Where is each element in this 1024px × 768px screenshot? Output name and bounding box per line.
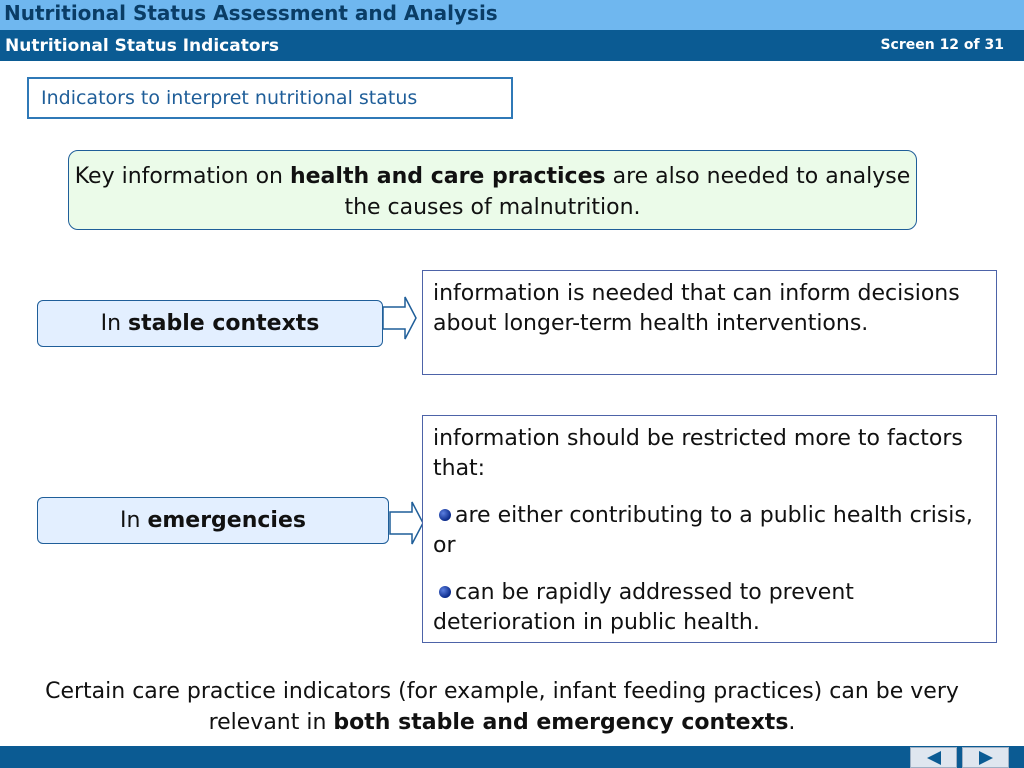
course-title: Nutritional Status Assessment and Analysis (4, 1, 498, 25)
footer-bold: both stable and emergency contexts (333, 710, 789, 735)
bullet-text: can be rapidly addressed to prevent deterioration in public health. (433, 580, 854, 635)
list-item (433, 578, 986, 638)
footer-text: Certain care practice indicators (for example, infant feeding practices) can be very relevant in (45, 679, 959, 735)
bullet-text: are either contributing to a public health crisis, or (433, 503, 973, 558)
bullet-icon (439, 586, 451, 598)
footer-text-end: . (788, 710, 796, 735)
course-header-bar (0, 0, 1024, 30)
stable-prefix: In (100, 311, 129, 336)
previous-screen-button[interactable] (910, 747, 957, 768)
section-label: Indicators to interpret nutritional status (27, 77, 513, 119)
stable-label: stable contexts (128, 311, 320, 336)
key-info-bold: health and care practices (289, 164, 606, 189)
triangle-right-icon (977, 750, 995, 766)
bottom-bar (0, 746, 1024, 768)
footer-note (0, 676, 1004, 738)
stable-info-box (422, 270, 997, 375)
module-title: Nutritional Status Indicators (5, 36, 280, 56)
stable-info-text: information is needed that can inform decisions about longer-term health interventions. (433, 281, 960, 336)
emergencies-intro: information should be restricted more to factors that: (433, 426, 963, 481)
emergencies-info-box (422, 415, 997, 643)
stable-contexts-box (37, 300, 383, 347)
emergencies-label: emergencies (147, 508, 306, 533)
emergencies-box (37, 497, 389, 544)
arrow-right-icon (382, 295, 418, 341)
key-info-text: Key information on (74, 164, 290, 189)
triangle-left-icon (925, 750, 943, 766)
emergencies-prefix: In (120, 508, 148, 533)
screen-counter: Screen 12 of 31 (880, 37, 1004, 53)
bullet-icon (439, 509, 451, 521)
arrow-right-icon (389, 500, 425, 546)
list-item (433, 501, 986, 561)
next-screen-button[interactable] (962, 747, 1009, 768)
key-info-text-end: are also needed to analyse the causes of malnutrition. (344, 164, 911, 220)
module-header-bar (0, 30, 1024, 61)
key-information-box (68, 150, 917, 230)
